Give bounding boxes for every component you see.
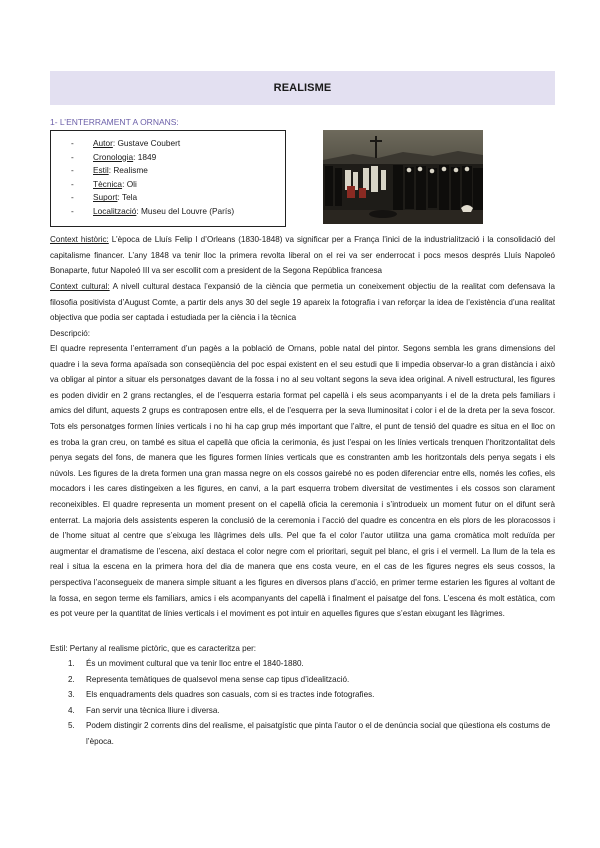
list-item [50, 687, 555, 703]
cultural-context-label: Context cultural: [50, 282, 110, 291]
list-item [50, 703, 555, 719]
info-value: 1849 [137, 151, 157, 162]
list-number: 4. [68, 705, 75, 715]
list-text: Fan servir una tècnica lliure i diversa. [86, 705, 220, 715]
list-item [50, 718, 555, 749]
info-value: Oli [126, 178, 137, 189]
historical-context-label: Context històric: [50, 235, 109, 244]
info-label: Tècnica [93, 178, 123, 189]
list-number: 5. [68, 721, 75, 731]
title-banner [50, 71, 555, 105]
section-heading: 1- L’ENTERRAMENT A ORNANS: [50, 117, 179, 127]
list-text: És un moviment cultural que va tenir lloc entre el 1840-1880. [86, 659, 304, 668]
info-value: Realisme [113, 165, 148, 176]
info-item-style: - Estil: Realisme [71, 164, 285, 178]
cultural-context-paragraph [50, 279, 555, 326]
historical-context-text: L’època de Lluís Felip I d’Orleans (1830-1848) va significar per a França l’inici de la industrialització i la consolidació del capitalisme financer. L’any 1848 va tenir lloc la primera revolta liberal on el rei va ser enderrocat i pocs mesos després Lluís Napoleó Bonaparte, futur Napoleó III va ser escollit com a president de la Segona República francesa [50, 235, 556, 276]
list-text: Representa temàtiques de qualsevol mena sense cap tipus d’idealització. [86, 674, 350, 684]
list-text: Podem distingir 2 corrents dins del realisme, el paisatgístic que pinta l’autor o el de denúncia social que qüestiona els costums de l’època. [86, 721, 551, 746]
info-item-technique: - Tècnica: Oli [71, 178, 285, 192]
bullet-dash: - [71, 138, 74, 148]
bullet-dash: - [71, 205, 74, 216]
page-title: REALISME [273, 82, 332, 94]
info-label: Localització [93, 205, 137, 216]
style-heading: Estil: Pertany al realisme pictòric, que es caracteritza per: [50, 644, 257, 653]
info-item-author: - Autor: Gustave Coubert [71, 137, 285, 151]
cultural-context-text: A nivell cultural destaca l’expansió de la ciència que permetia un coneixement objectiu de la realitat com defensava la filosofia positivista d’August Comte, a partir dels anys 30 del segle 19 apareix la fotografia i van reforçar la idea de l’existència d’una realitat objectiva que podia ser captada i estudiada per la ciència i la tècnica [50, 282, 555, 323]
bullet-dash: - [71, 192, 74, 203]
artwork-info-box [50, 130, 286, 227]
bullet-dash: - [71, 178, 74, 189]
bullet-dash: - [71, 165, 74, 176]
list-number: 3. [68, 690, 75, 700]
info-label: Estil [93, 165, 109, 176]
artwork-info-list [51, 131, 285, 219]
info-value: Tela [121, 192, 138, 203]
info-item-location: - Localització: Museu del Louvre (París) [71, 205, 285, 219]
description-paragraph: El quadre representa l’enterrament d’un pagès a la població de Ornans, poble natal del pintor. Segons sembla les grans dimensions del quadre i la seva forma apaïsada son conseqüència del poc espai existent en el seu estudi que li impedia observar-lo a gran distància i això va obligar al pintor a situar els personatges davant de la fossa i no al seu voltant segons la seva idea original. A nivell estructural, les figures es poden dividir en 2 grans rectangles, el de l’esquerra estaria format pel capellà i els seus acompanyants i el de la dreta pels familiars i amics del difunt, aquests 2 grups es contraposen entre ells, el de l’esquerra per la seva lluminositat i color i el de la dreta per la seva foscor. Tots els personatges formen línies verticals i no hi ha cap grup més important que l’altre, el punt de tensió del quadre es situa en el lloc on es troba la gran creu, on també es situa el capellà que oficia la cerimonia, és just l’espai on les línies verticals trenquen l’horitzontalitat dels penya segats del fons, de manera que les figures formen línies verticals que es constranten amb les horitzontals dels penya segats i els núvols. Les figures de la dreta formen una gran massa negre on els cossos gairebé no es poden diferenciar entre ells, només les cofies, els mocadors i les cares distingeixen a les figures, en canvi, a la part esquerra trobem diversitat de vestimentes i els cossos son clarament reconeixibles. El quadre representa un moment present on el capellà oficia la ceremonia i s’introdueix un moment futur on el difunt serà enterrat. La majoria dels assistents esperen la conclusió de la ceremonia i l’acció del quadre es concentra en els plors de les ploracossos i de l’home situat al centre que s’eixuga les llàgrimes dels ulls. Pel que fa el color l’autor utilitza una gama cromàtica molt reduïda per augmentar el dramatisme de l’escena, així destaca el color negre com el prioritari, seguit pel blanc, el gris i el vermell. La llum de la tela es real i situa la escena en la primera hora del dia de manera que ens costa veure, en el cas de les figures negres els seus cossos, la perspectiva l’aconsegueix de manera simple situant a les figures en diversos plans d’acció, en primer terme estarien les figures al voltant de la fossa, en segon terme els familiars, amics i els acompanyants del capellà i finalment el paisatge del fons. L’escena és molt estàtica, com es pot veure per la quantitat de línies verticals i el moviment es pot intuir en aquelles figures que s’estan eixugant les llàgrimes. [50, 344, 555, 619]
info-item-chronology: - Cronologia: 1849 [71, 151, 285, 165]
info-item-support: - Suport: Tela [71, 191, 285, 205]
style-characteristics-list [50, 656, 555, 750]
list-item [50, 672, 555, 688]
info-label: Cronologia [93, 151, 134, 162]
info-label: Autor [93, 138, 113, 148]
info-label: Suport [93, 192, 118, 203]
info-value: Museu del Louvre (París) [140, 205, 235, 216]
description-heading: Descripció: [50, 329, 91, 338]
bullet-dash: - [71, 151, 74, 162]
list-number: 2. [68, 674, 75, 684]
info-value: Gustave Coubert [117, 138, 181, 148]
list-number: 1. [68, 659, 75, 668]
list-item [50, 656, 555, 672]
list-text: Els enquadraments dels quadres son casuals, com si es tractes inde fotografies. [86, 690, 375, 700]
painting-image [323, 130, 483, 224]
historical-context-paragraph [50, 232, 555, 279]
